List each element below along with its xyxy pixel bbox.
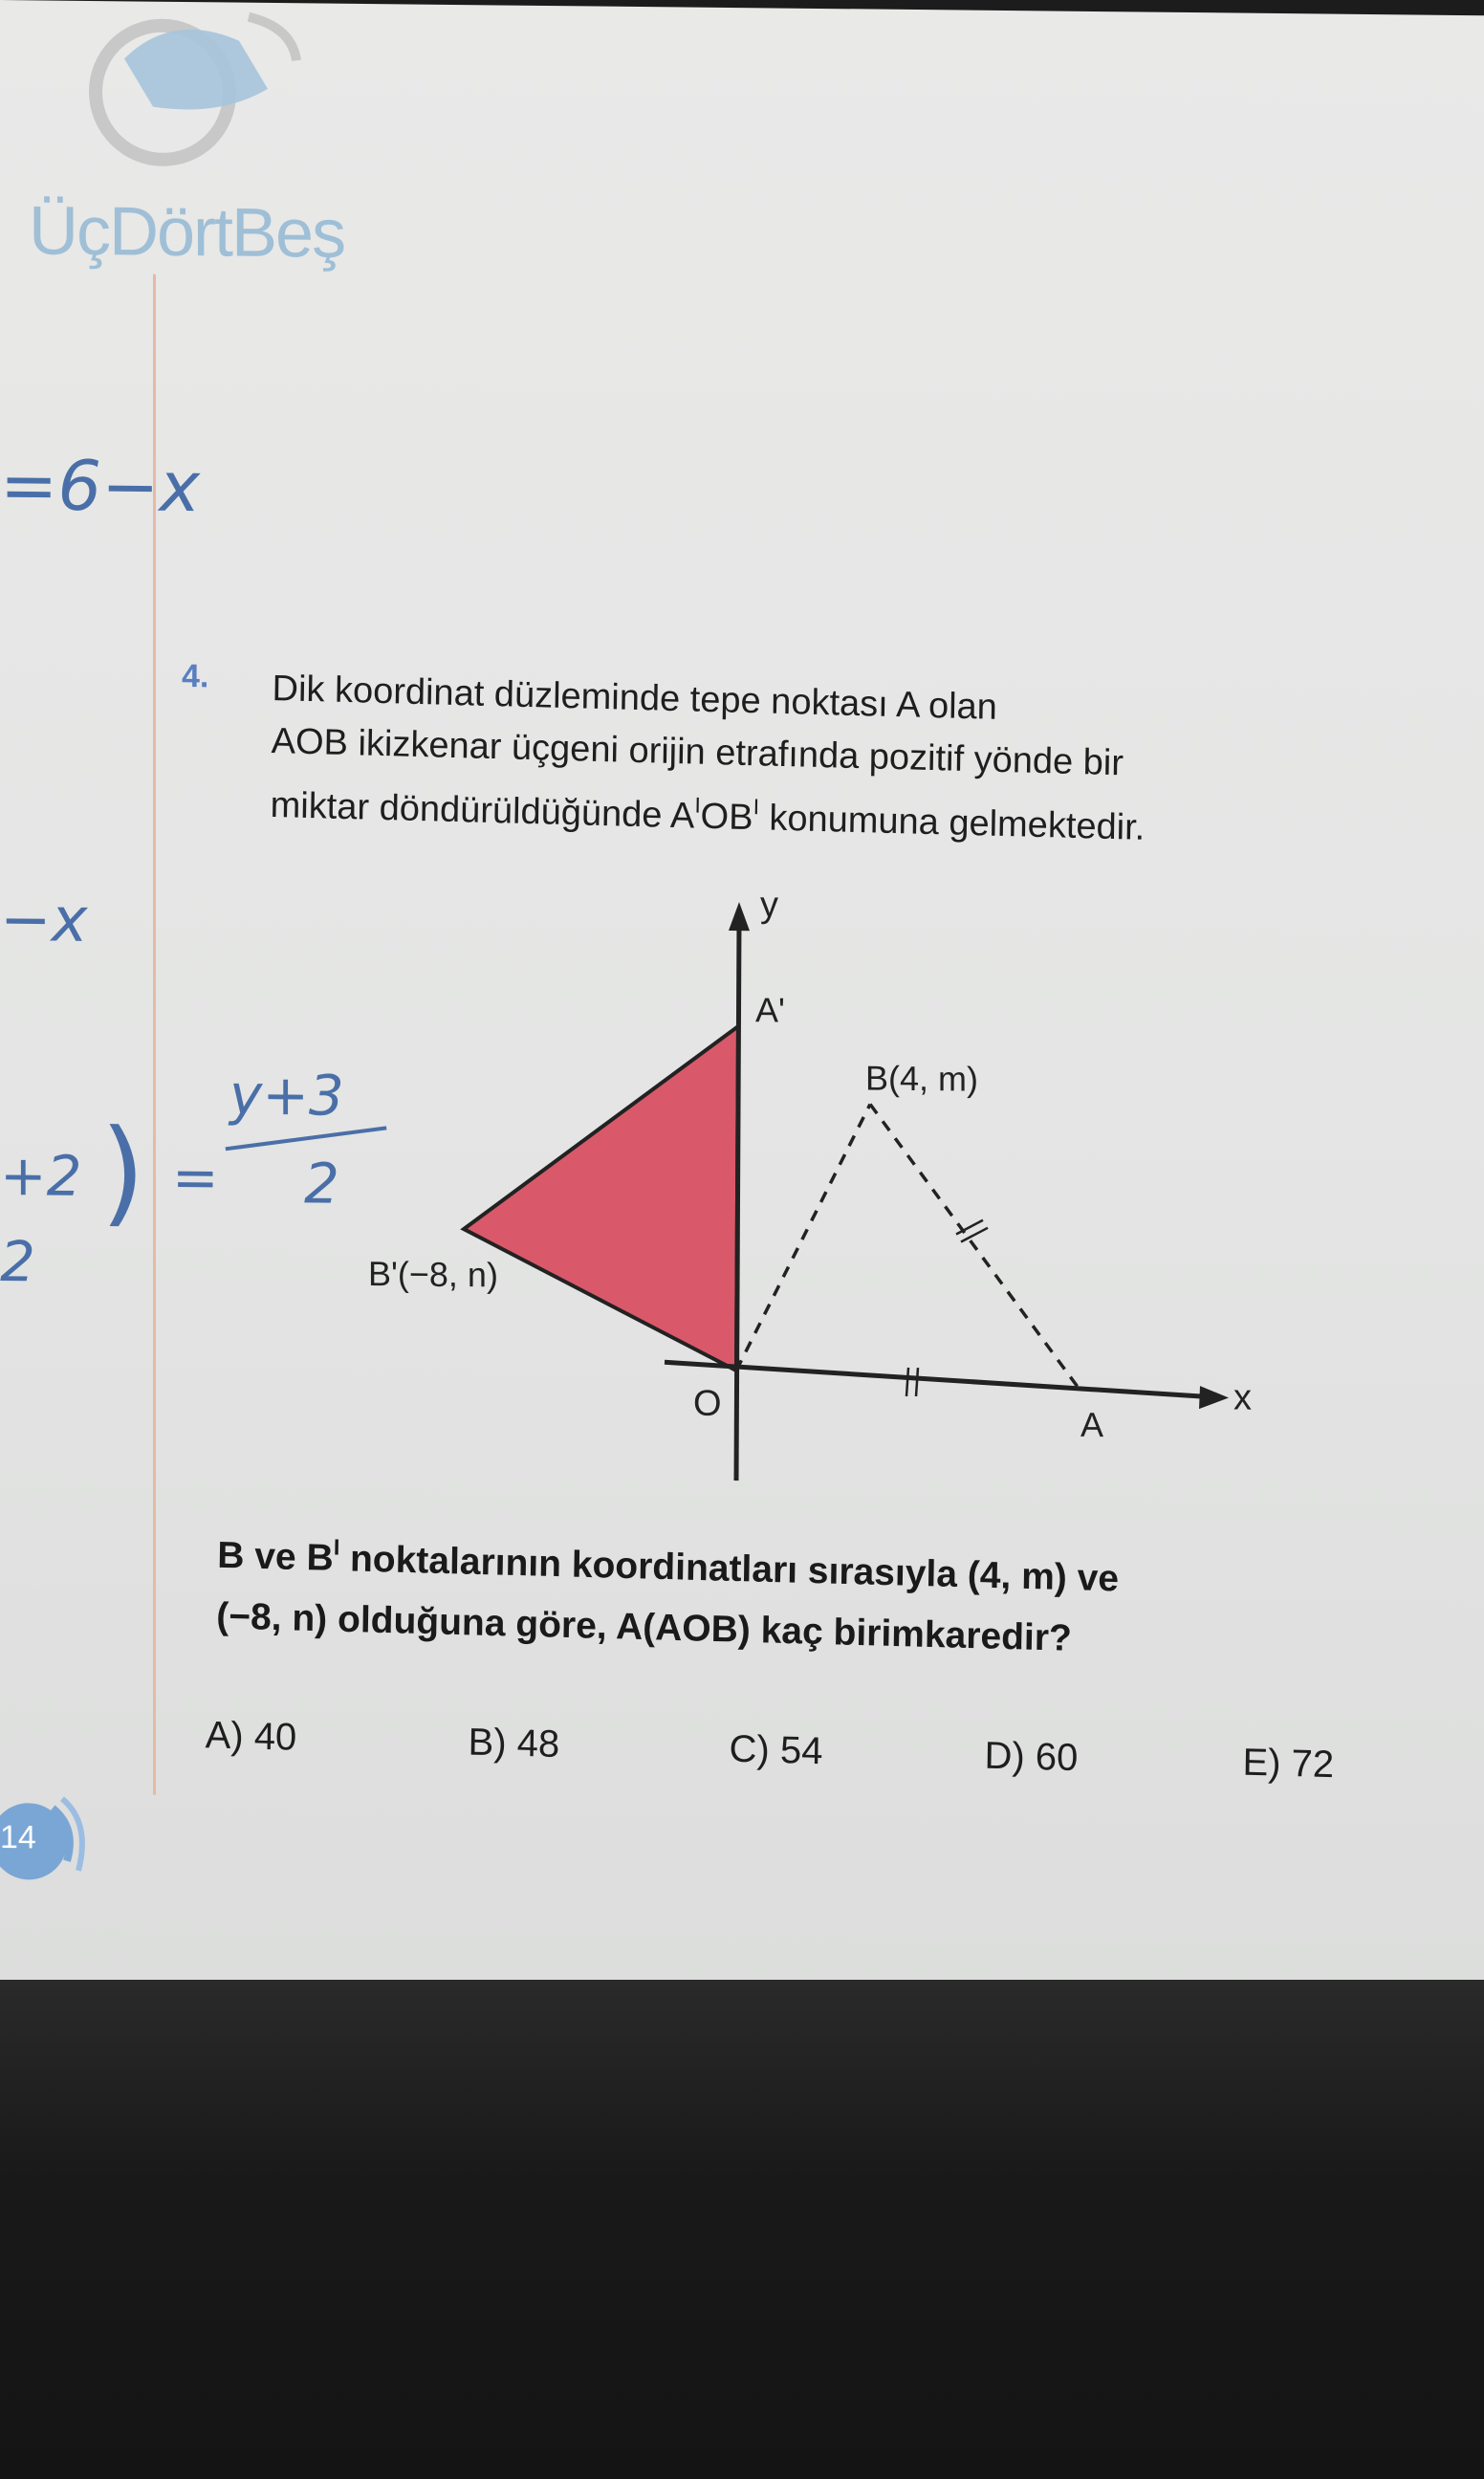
question-number: 4.: [182, 657, 209, 695]
prime-mark: I: [694, 792, 701, 818]
question-stem: [270, 663, 1305, 859]
ask-line-2: (−8, n) olduğuna göre, A(AOB) kaç birimkaredir?: [215, 1595, 1073, 1660]
choice-value: 48: [516, 1722, 560, 1766]
x-axis-label: x: [1233, 1377, 1252, 1418]
a-prime-label: A': [755, 990, 785, 1030]
x-axis: [665, 1362, 1205, 1396]
choice-b[interactable]: [468, 1721, 559, 1766]
choice-c[interactable]: [729, 1728, 823, 1774]
choice-letter: E): [1242, 1741, 1281, 1785]
choice-e[interactable]: [1242, 1742, 1334, 1787]
dark-background: [0, 1980, 1484, 2479]
x-axis-arrow: [1199, 1386, 1229, 1409]
prime-mark: I: [753, 794, 760, 820]
segment-ob: [736, 1103, 870, 1371]
choice-value: 60: [1035, 1735, 1079, 1780]
segment-ba: [870, 1105, 1082, 1393]
stem-line-1: Dik koordinat düzleminde tepe noktası A olan: [272, 668, 998, 728]
a-label: A: [1080, 1404, 1104, 1445]
logo-text: ÜçDörtBeş: [29, 192, 345, 273]
y-axis-label: y: [760, 885, 778, 926]
rotated-triangle: [464, 1023, 738, 1371]
handwritten-paren: ): [100, 1106, 145, 1240]
answer-choices: [205, 1714, 1353, 1810]
question-ask: [216, 1513, 1346, 1677]
choice-d[interactable]: [984, 1735, 1079, 1781]
choice-letter: C): [729, 1727, 771, 1771]
prime-mark: I: [333, 1534, 340, 1560]
y-axis: [736, 921, 739, 1481]
choice-letter: A): [205, 1714, 244, 1758]
page-number: 14: [0, 1819, 36, 1856]
choice-value: 40: [253, 1715, 297, 1759]
handwritten-fraction-denominator: 2: [0, 1229, 35, 1295]
b-label: B(4, m): [865, 1058, 979, 1099]
handwritten-equation: =6−x: [0, 445, 201, 528]
choice-a[interactable]: [205, 1714, 296, 1759]
stem-line-3-part-c: konumuna gelmektedir.: [758, 798, 1146, 848]
stem-line-3-part-b: OB: [700, 796, 753, 839]
handwritten-minus-x: −x: [0, 885, 88, 956]
equal-tick-4: [916, 1368, 918, 1396]
handwritten-equals: =: [172, 1144, 219, 1211]
handwritten-fraction-numerator: +2: [0, 1143, 82, 1209]
choice-letter: B): [468, 1721, 507, 1765]
choice-letter: D): [984, 1734, 1026, 1778]
ask-line-1-part-b: noktalarının koordinatları sırasıyla (4, m) ve: [338, 1538, 1120, 1600]
page-number-badge: [0, 1798, 67, 1866]
stem-line-3-part-a: miktar döndürüldüğünde A: [270, 784, 695, 837]
handwritten-fraction-denominator-right: 2: [304, 1151, 339, 1217]
speech-bubble-logo-icon: [29, 0, 344, 194]
stem-line-2: AOB ikizkenar üçgeni orijin etrafında pozitif yönde bir: [271, 720, 1124, 784]
choice-value: 54: [779, 1728, 823, 1773]
publisher-logo: [29, 0, 345, 273]
coordinate-figure: [344, 884, 1320, 1506]
origin-label: O: [693, 1383, 722, 1424]
ask-line-1-part-a: B ve B: [216, 1534, 335, 1579]
b-prime-label: B'(−8, n): [368, 1254, 498, 1295]
y-axis-arrow: [729, 902, 750, 931]
choice-value: 72: [1291, 1742, 1335, 1787]
equal-tick-3: [906, 1368, 908, 1396]
handwritten-fraction-numerator-right: y+3: [229, 1062, 344, 1129]
